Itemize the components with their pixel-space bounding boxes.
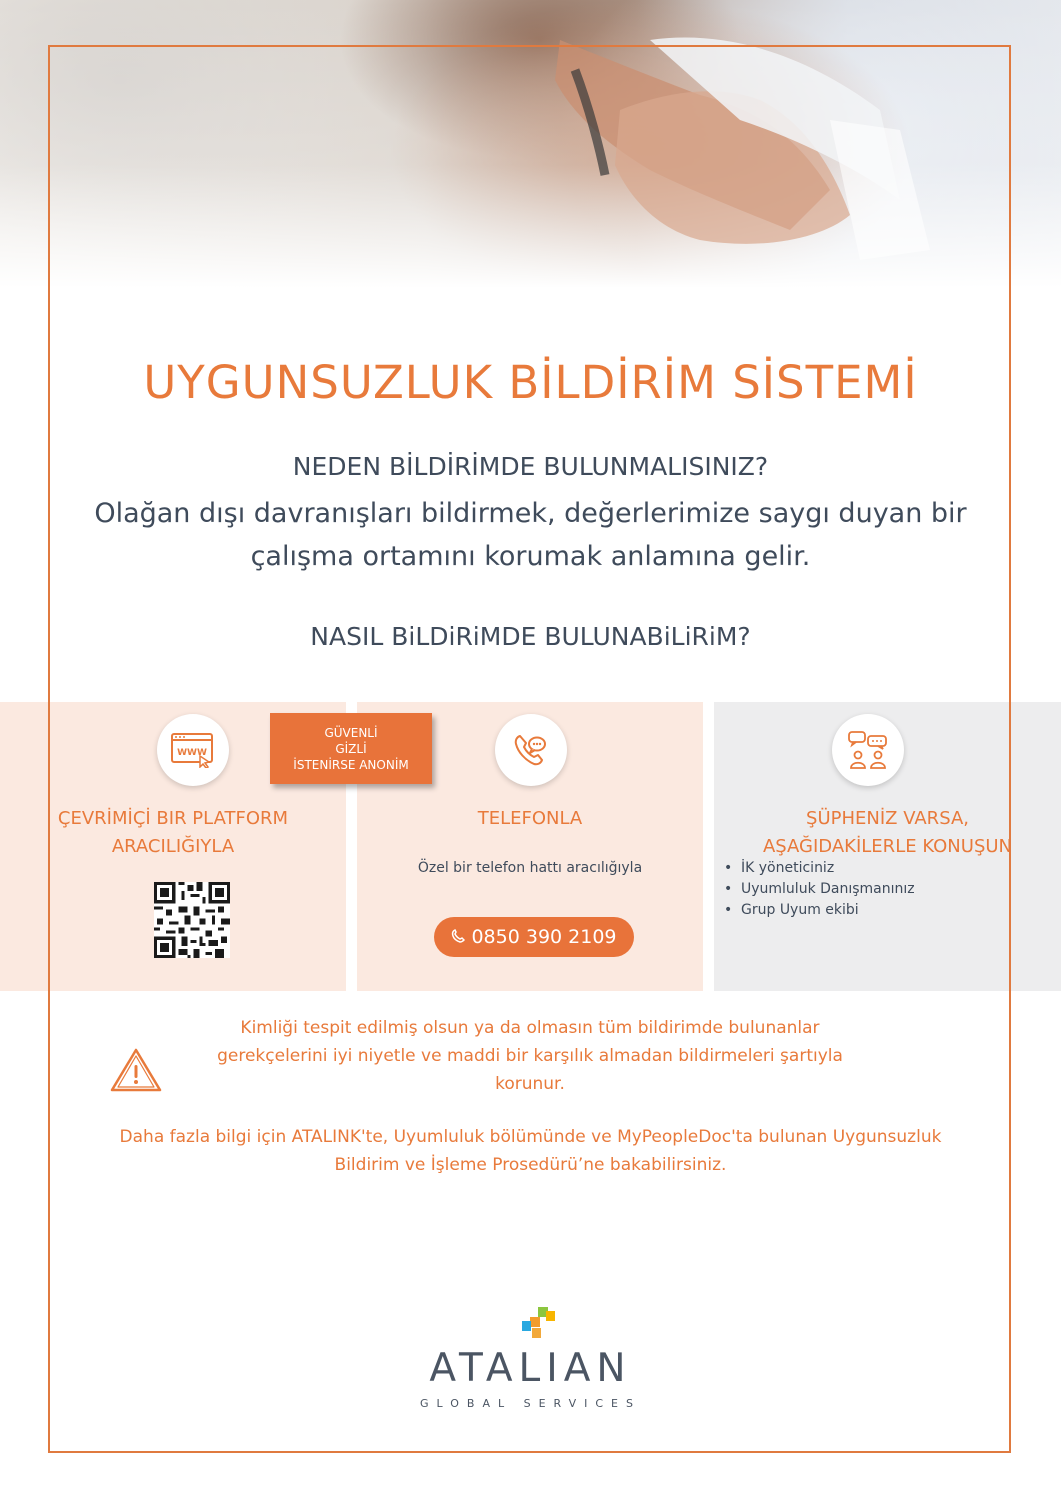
talk-heading-line-2: AŞAĞIDAKİLERLE KONUŞUN <box>762 836 1013 857</box>
how-question: NASIL BiLDiRiMDE BULUNABiLiRiM? <box>310 622 751 651</box>
why-question: NEDEN BİLDİRİMDE BULUNMALISINIZ? <box>292 452 769 481</box>
list-item: • Uyumluluk Danışmanınız <box>724 879 915 900</box>
online-heading-line-1: ÇEVRİMİÇİ BIR PLATFORM <box>57 808 289 829</box>
notice-line-3: korunur. <box>495 1074 565 1094</box>
more-info-line-1: Daha fazla bilgi için ATALINK'te, Uyumluluk bölümünde ve MyPeopleDoc'ta bulunan Uygunsuzluk <box>119 1127 942 1147</box>
why-answer-line-1: Olağan dışı davranışları bildirmek, değerlerimize saygı duyan bir <box>94 498 967 529</box>
badge-confidential: GİZLİ <box>335 741 367 756</box>
page-frame <box>48 45 1011 1453</box>
company-logo-tagline: GLOBAL SERVICES <box>420 1397 641 1410</box>
more-info-line-2: Bildirim ve İşleme Prosedürü’ne bakabilirsiniz. <box>334 1155 727 1175</box>
list-item: • İK yöneticiniz <box>724 858 915 879</box>
badge-anonymous: İSTENİRSE ANONİM <box>293 757 409 772</box>
notice-line-2: gerekçelerini iyi niyetle ve maddi bir karşılık almadan bildirmeleri şartıyla <box>217 1046 843 1066</box>
page-title: UYGUNSUZLUK BİLDİRİM SİSTEMİ <box>143 356 918 409</box>
list-item: • Grup Uyum ekibi <box>724 900 915 921</box>
notice-line-1: Kimliği tespit edilmiş olsun ya da olmasın tüm bildirimde bulunanlar <box>240 1018 820 1038</box>
why-answer-line-2: çalışma ortamını korumak anlamına gelir. <box>250 541 811 572</box>
phone-number: 0850 390 2109 <box>471 926 617 948</box>
badge-secure: GÜVENLİ <box>324 725 378 740</box>
online-heading-line-2: ARACILIĞIYLA <box>111 836 235 857</box>
talk-heading-line-1: ŞÜPHENİZ VARSA, <box>806 808 969 829</box>
phone-description: Özel bir telefon hattı aracılığıyla <box>417 860 643 876</box>
security-badge <box>270 713 432 784</box>
svg-text:WWW: WWW <box>177 748 207 758</box>
phone-heading: TELEFONLA <box>477 808 583 829</box>
company-logo-name: ATALIAN <box>429 1346 632 1391</box>
